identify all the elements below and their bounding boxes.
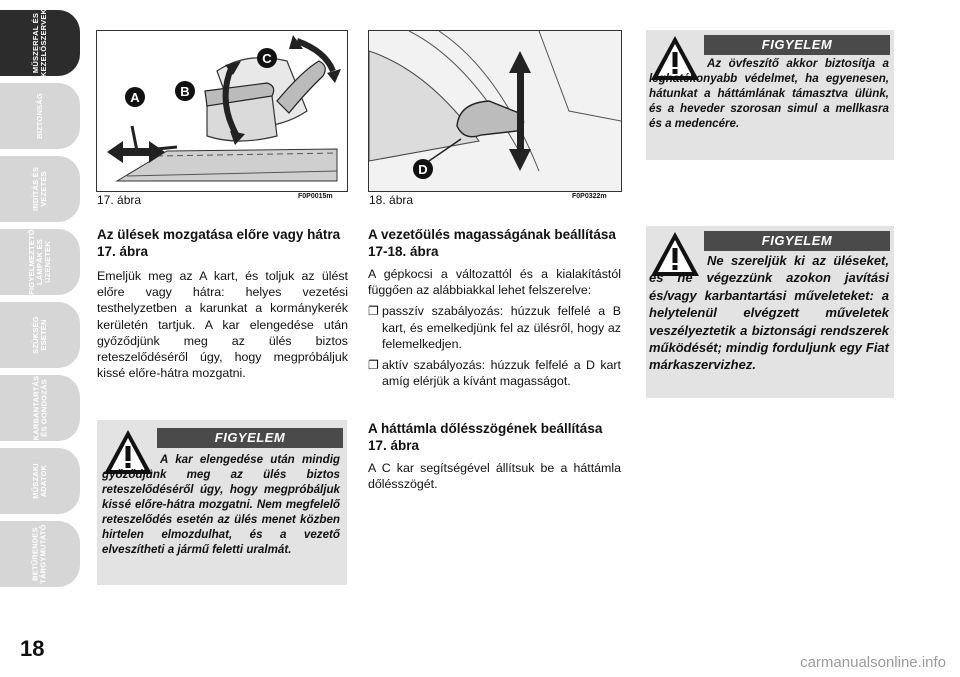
- section-intro: A gépkocsi a változattól és a kialakítástól függően az alábbiakkal lehet felszerelve:: [368, 267, 621, 298]
- warning-box-pretensioner: [646, 30, 894, 160]
- callout-a-label: A: [130, 90, 140, 105]
- warning-box-seat-lock: [97, 420, 347, 585]
- seat-height-illustration: [369, 31, 621, 191]
- callout-c-label: C: [262, 51, 272, 66]
- figure-18-caption: 18. ábra: [369, 193, 414, 207]
- section-heading: A háttámla dőlésszögének beállítása 17. ábra: [368, 421, 603, 453]
- tab-label: MŰSZAKI ADATOK: [31, 463, 49, 499]
- warning-title: FIGYELEM: [704, 35, 890, 55]
- tab-label: BETŰRENDES TÁRGYMUTATÓ: [31, 524, 49, 584]
- tab-szukseg[interactable]: [0, 302, 80, 368]
- figure-17-caption: 17. ábra: [97, 193, 142, 207]
- page-number: 18: [20, 636, 45, 661]
- section-body: A C kar segítségével állítsuk be a háttámla dőlésszögét.: [368, 461, 621, 492]
- list-item: [368, 357, 621, 389]
- tab-inditas[interactable]: [0, 156, 80, 222]
- callout-d-label: D: [418, 162, 428, 177]
- tab-karbantartas[interactable]: [0, 375, 80, 441]
- checkbox-icon: ❐: [368, 304, 379, 319]
- warning-title: FIGYELEM: [704, 231, 890, 251]
- tab-label: MŰSZERFAL ÉS KEZELŐSZERVEK: [31, 8, 48, 78]
- list-item: [368, 303, 621, 352]
- tab-muszaki[interactable]: [0, 448, 80, 514]
- watermark: carmanualsonline.info: [800, 654, 946, 671]
- section-seat-height: [368, 226, 621, 389]
- tab-biztonsag[interactable]: [0, 83, 80, 149]
- section-body: Emeljük meg az A kart, és toljuk az ülést előre vagy hátra: helyes vezetési testhelyzetben a karunkat a kormánykerék kerületén tartjuk. A kar elengedése után győződjünk meg az ülés biztos reteszelődéséről úgy, hogy megpróbáljuk kissé előre-hátra mozgatni.: [97, 269, 348, 381]
- warning-box-service: [646, 226, 894, 398]
- section-heading: Az ülések mozgatása előre vagy hátra 17. ábra: [97, 227, 341, 259]
- warning-title: FIGYELEM: [157, 428, 343, 448]
- tab-betrendes[interactable]: [0, 521, 80, 587]
- tab-label: INDÍTÁS ÉS VEZETÉS: [31, 166, 48, 212]
- tab-figyelmezteto[interactable]: [0, 229, 80, 295]
- tab-label: BIZTONSÁG: [35, 93, 44, 139]
- tab-label: FIGYELMEZTETŐ LÁMPÁK ÉS ÜZENETEK: [27, 229, 53, 295]
- section-backrest: [368, 420, 621, 492]
- list-item-text: aktív szabályozás: húzzuk felfelé a D kart amíg elérjük a kívánt magasságot.: [382, 358, 621, 389]
- warning-text: Ne szereljük ki az üléseket, és ne végezzünk azokon javítási és/vagy karbantartási műveleteket: a helytelenül elvégzett műveletek veszélyeztetik a biztonsági rendszerek működését; mindig forduljunk egy Fiat márkaszervizhez.: [649, 253, 889, 373]
- seat-adjust-illustration: [97, 31, 347, 191]
- figure-18-code: F0P0322m: [572, 193, 607, 200]
- tab-label: KARBANTARTÁS ÉS GONDOZÁS: [31, 375, 49, 441]
- checkbox-icon: ❐: [368, 358, 379, 373]
- section-seat-slide: [97, 226, 348, 381]
- tab-label: SZÜKSÉG ESETÉN: [31, 316, 48, 354]
- figure-17: [96, 30, 348, 192]
- figure-17-code: F0P0015m: [298, 193, 333, 200]
- section-heading: A vezetőülés magasságának beállítása 17-18. ábra: [368, 227, 616, 259]
- figure-18: [368, 30, 622, 192]
- warning-text: A kar elengedése után mindig győződjünk meg az ülés biztos reteszelődéséről úgy, hogy megpróbáljuk kissé előre-hátra mozgatni. Nem megfelelő reteszelődés esetén az ülés menet közben hirtelen elmozdulhat, és a vezető elveszítheti a jármű feletti uralmát.: [102, 453, 340, 556]
- tab-muszerfal[interactable]: [0, 10, 80, 76]
- callout-b-label: B: [180, 84, 190, 99]
- list-item-text: passzív szabályozás: húzzuk felfelé a B kart, és emelkedjünk fel az ülésről, hogy az felemelkedjen.: [382, 304, 621, 351]
- warning-text: Az övfeszítő akkor biztosítja a leghatékonyabb védelmet, ha egyenesen, hátunkat a háttámlának támasztva ülünk, és a heveder szorosan simul a mellkasra és a medencére.: [649, 57, 889, 130]
